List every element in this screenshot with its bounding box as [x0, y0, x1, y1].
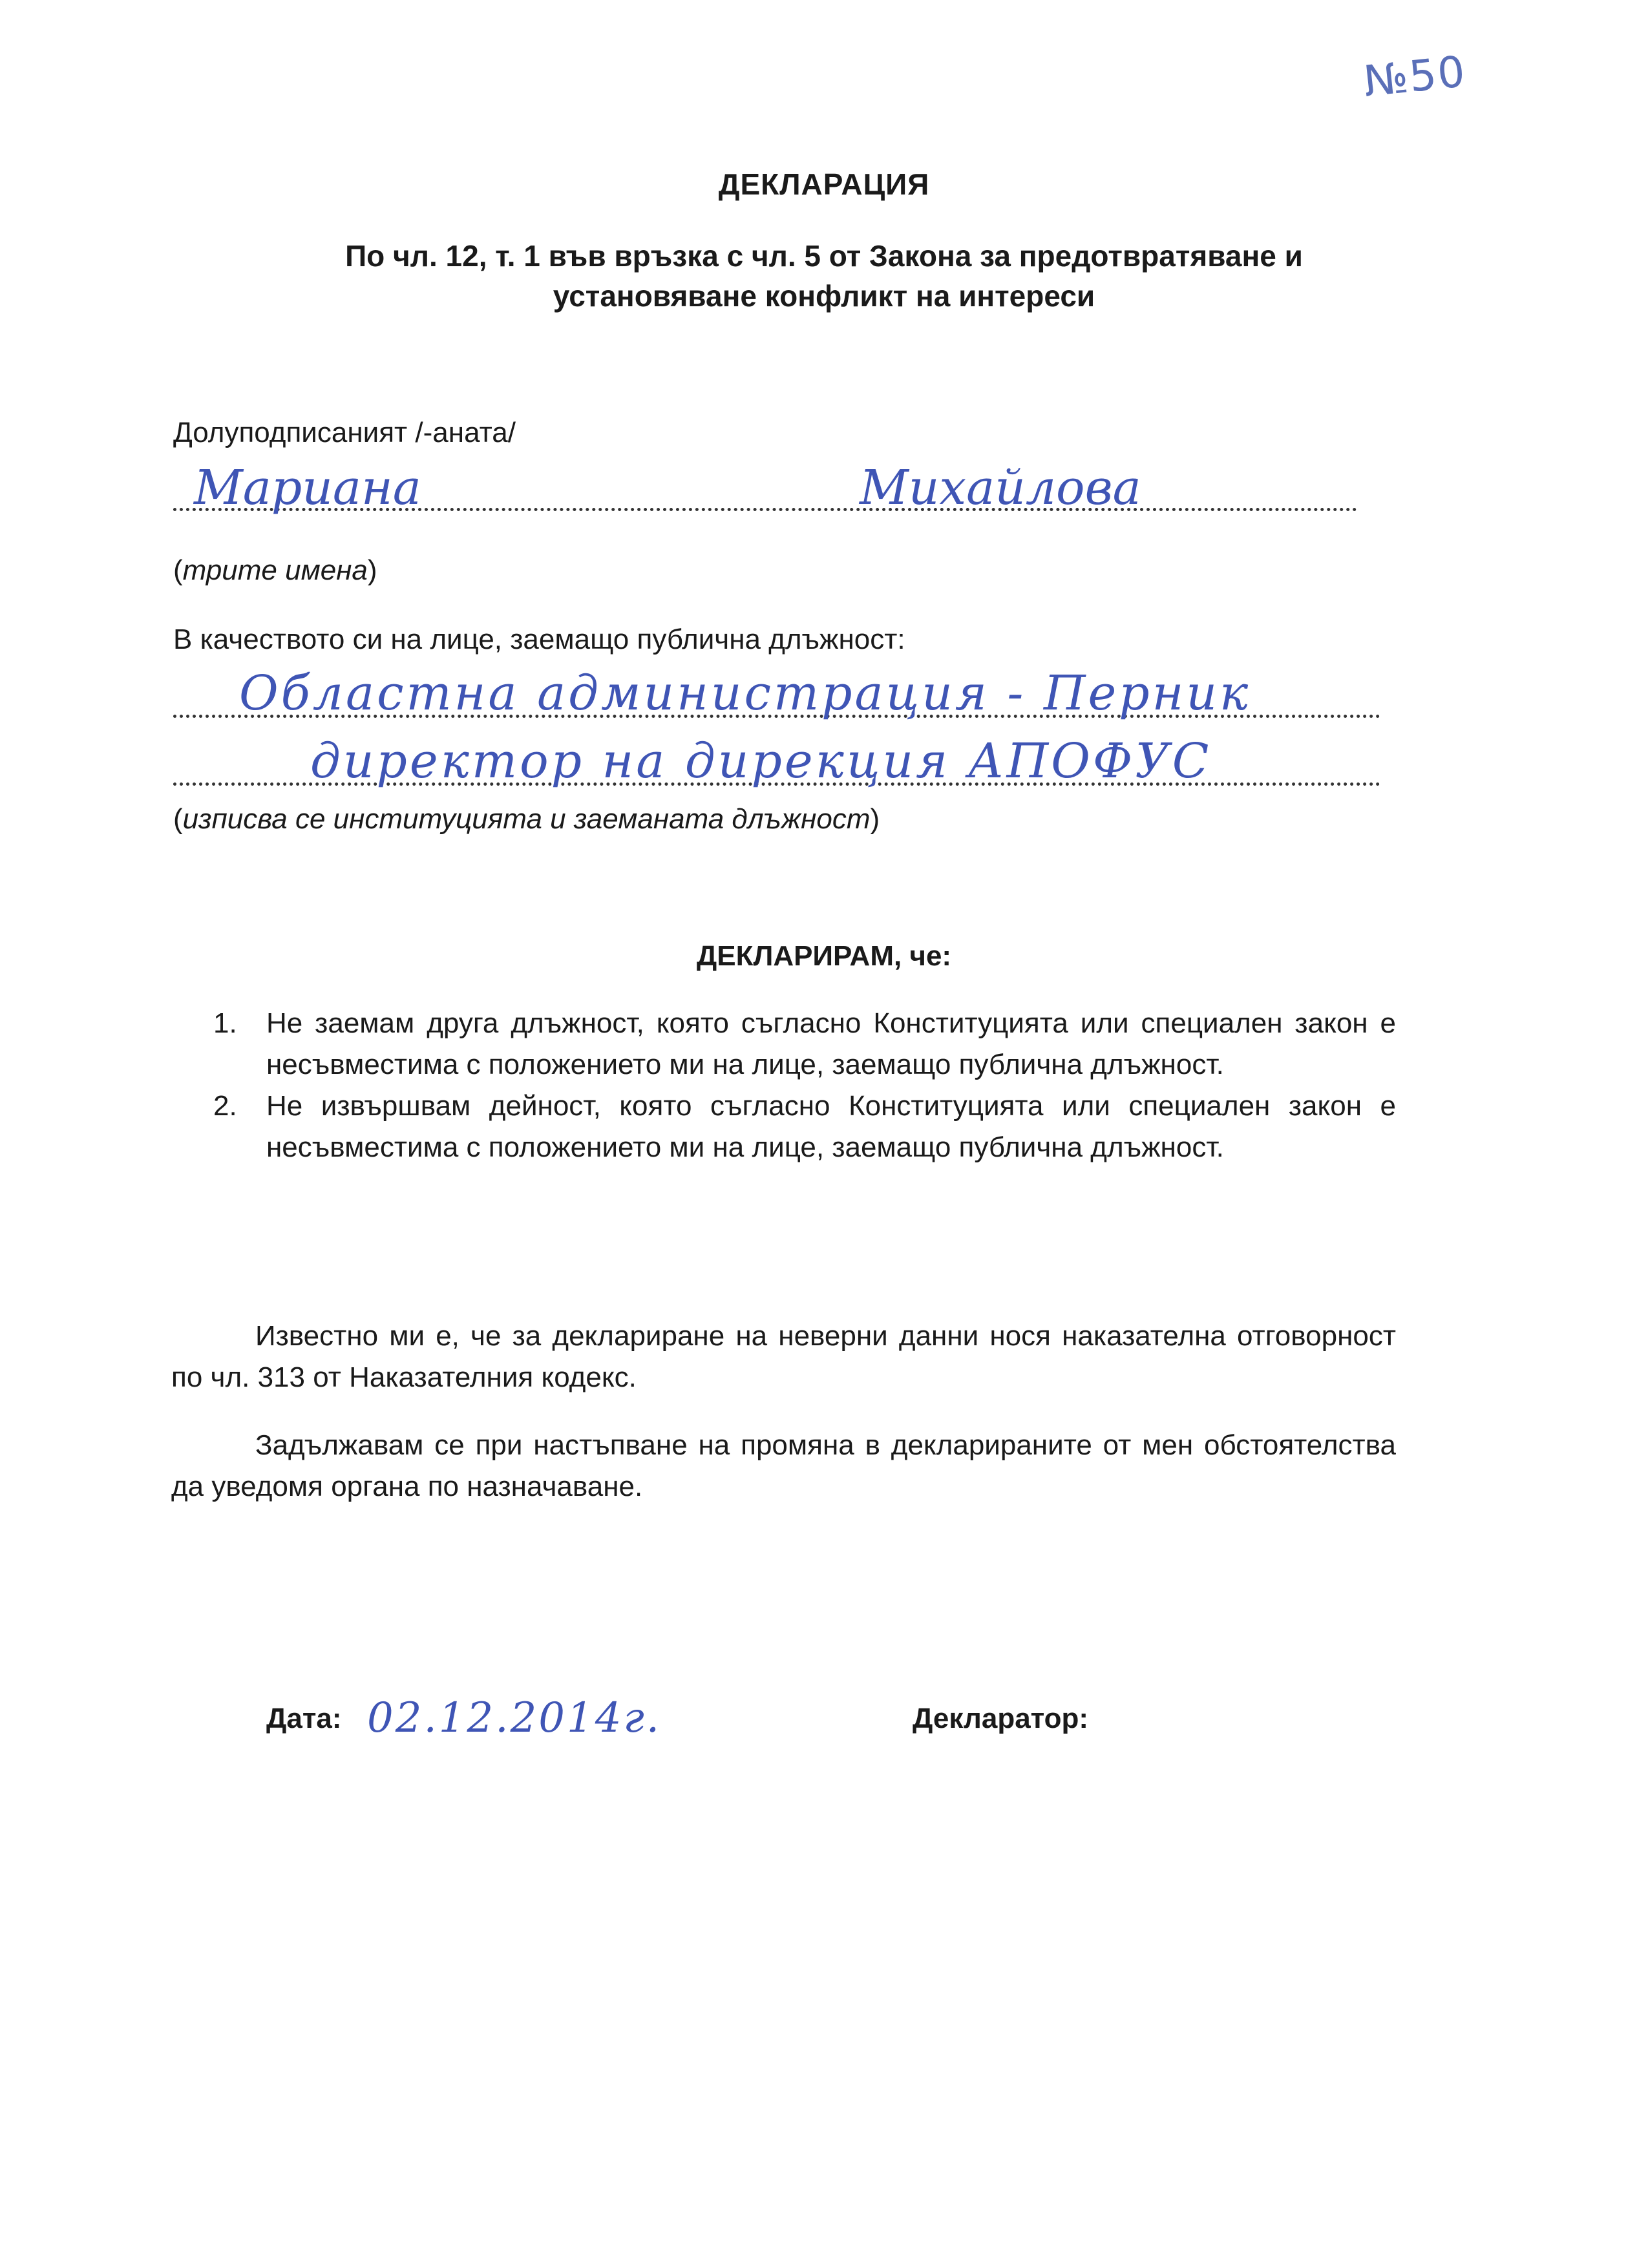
list-item-number: 1.: [213, 1007, 237, 1039]
signer-label: Долуподписаният /-аната/: [173, 417, 516, 448]
declaration-list: [213, 1003, 1396, 1168]
handwritten-last-name: Михайлова: [860, 460, 1141, 516]
signer-caption-italic: трите имена: [182, 554, 368, 586]
declaration-heading: ДЕКЛАРИРАМ, че:: [696, 940, 952, 972]
list-item-number: 2.: [213, 1090, 237, 1122]
subtitle-line-2: установяване конфликт на интереси: [553, 279, 1095, 313]
handwritten-date: 02.12.2014г.: [367, 1694, 662, 1742]
signer-caption: (трите имена): [173, 554, 377, 586]
list-item-text: Не заемам друга длъжност, която съгласно Конституцията или специален закон е несъвместима с положението ми на лице, заемащо публична длъжност.: [266, 1007, 1396, 1080]
position-caption: (изписва се институцията и заеманата длъжност): [173, 803, 880, 835]
position-label: В качеството си на лице, заемащо публична длъжност:: [173, 624, 905, 655]
document-title: ДЕКЛАРАЦИЯ: [718, 167, 930, 201]
subtitle-line-1: По чл. 12, т. 1 във връзка с чл. 5 от Закона за предотвратяване и: [345, 239, 1303, 273]
list-item: [213, 1086, 1396, 1168]
date-label: Дата:: [266, 1703, 342, 1734]
list-item-text: Не извършвам дейност, която съгласно Конституцията или специален закон е несъвместима с положението ми на лице, заемащо публична длъжност.: [266, 1090, 1396, 1163]
handwritten-position: директор на дирекция АПОФУС: [310, 733, 1212, 789]
declarator-label: Декларатор:: [913, 1703, 1089, 1734]
document-subtitle: [194, 236, 1454, 316]
handwritten-institution: Областна администрация - Перник: [239, 666, 1251, 721]
list-item: [213, 1003, 1396, 1086]
handwritten-first-name: Мариана: [194, 460, 421, 516]
liability-paragraph: Известно ми е, че за деклариране на неверни данни нося наказателна отговорност по чл. 313 от Наказателния кодекс.: [171, 1320, 1396, 1393]
obligation-paragraph: Задължавам се при настъпване на промяна в декларираните от мен обстоятелства да уведомя органа по назначаване.: [171, 1429, 1396, 1502]
position-caption-italic: изписва се институцията и заеманата длъжност: [182, 803, 871, 835]
handwritten-registry-number: №50: [1361, 46, 1469, 107]
